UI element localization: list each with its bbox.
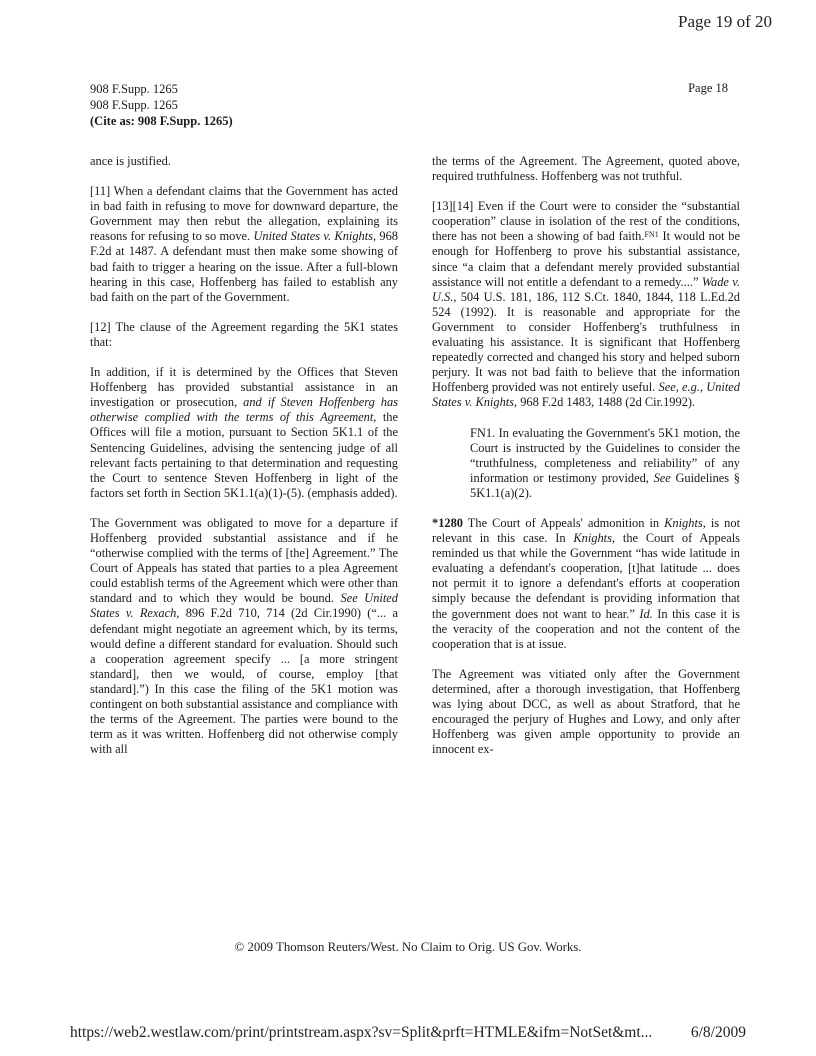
print-page-number: Page 19 of 20 [678, 12, 772, 31]
paragraph: The Government was obligated to move for a departure if Hoffenberg provided substantial assistance and if he “otherwise complied with the terms of [the] Agreement.” The Court of Appeals has stated that parties to a plea Agreement could establish terms of the Agreement which were other than standard and to which they would be bound. See United States v. Rexach, 896 F.2d 710, 714 (2d Cir.1990) (“... a defendant might negotiate an agreement which, by its terms, would define a different standard for evaluation. Should such a cooperation agreement specify ... [a more stringent standard], then we would, of course, employ [that standard].”) In this case the filing of the 5K1 motion was contingent on both substantial assistance and compliance with the terms of the Agreement. The parties were bound to the term as it was written. Hoffenberg did not otherwise comply with all [90, 515, 398, 757]
document-page-number: Page 18 [688, 81, 728, 95]
case-citation: Wade v. U.S., [432, 274, 740, 304]
paragraph: ance is justified. [90, 154, 171, 168]
citation-line: 908 F.Supp. 1265 [90, 82, 178, 96]
paragraph: [13][14] Even if the Court were to consider the “substantial cooperation” clause in isolation of the rest of the conditions, there has not been a showing of bad faith.$^{FN1}$ It would not be enough for Hoffenberg to prove his substantial assistance, since “a claim that a defendant merely provided substantial assistance will not entitle a defendant to a remedy....” Wade v. U.S., 504 U.S. 181, 186, 112 S.Ct. 1840, 1844, 118 L.Ed.2d 524 (1992). It is reasonable and appropriate for the Government to consider Hoffenberg's truthfulness in evaluating his assistance. It is significant that Hoffenberg repeatedly corrected and changed his story and helped suborn perjury. It was not bad faith to believe that the information Hoffenberg provided was not entirely useful. See, e.g., United States v. Knights, 968 F.2d 1483, 1488 (2d Cir.1992). [432, 199, 741, 410]
case-citation: United States v. Knights, [253, 229, 377, 244]
footnote: FN1. In evaluating the Government's 5K1 motion, the Court is instructed by the Guidelines to consider the “truthfulness, completeness and reliability” of any information or testimony provided, See Guidelines § 5K1.1(a)(2). [470, 425, 741, 500]
emphasis: and if Steven Hoffenberg has otherwise complied with the terms of this Agreement, [90, 395, 398, 425]
citation-line: 908 F.Supp. 1265 [90, 98, 178, 112]
case-citation: See, e.g., United States v. Knights, [432, 380, 740, 410]
paragraph: [11] When a defendant claims that the Government has acted in bad faith in refusing to move for downward departure, the Government may then rebut the allegation, explaining its reasons for refusing to so move. United States v. Knights, 968 F.2d at 1487. A defendant must then make some showing of bad faith to trigger a hearing on the issue. After a full-blown hearing in this case, Hoffenberg has failed to establish any bad faith on the part of the Government. [90, 184, 399, 304]
paragraph: The Agreement was vitiated only after the Government determined, after a thorough investigation, that Hoffenberg was lying about DCC, as well as about Stratford, that he encouraged the perjury of Hughes and Lowy, and only after Hoffenberg was given ample opportunity to provide an innocent ex- [432, 666, 740, 757]
case-name: Knights, [573, 531, 616, 546]
copyright-notice: © 2009 Thomson Reuters/West. No Claim to Orig. US Gov. Works. [234, 940, 582, 954]
paragraph: the terms of the Agreement. The Agreement, quoted above, required truthfulness. Hoffenberg was not truthful. [432, 154, 740, 184]
star-page: *1280 [432, 515, 463, 530]
cite-as-line: (Cite as: 908 F.Supp. 1265) [90, 114, 233, 128]
footnote-ref[interactable]: FN1 [644, 230, 659, 240]
paragraph: [12] The clause of the Agreement regarding the 5K1 states that: [90, 319, 398, 349]
case-citation: See United States v. Rexach, [90, 591, 398, 621]
see-signal: See [653, 470, 671, 485]
citation-header [90, 81, 233, 129]
id-citation: Id. [639, 606, 653, 621]
quoted-clause: In addition, if it is determined by the Offices that Steven Hoffenberg has provided substantial assistance in an investigation or prosecution, and if Steven Hoffenberg has otherwise complied with the terms of this Agreement, the Offices will file a motion, pursuant to Section 5K1.1 of the Sentencing Guidelines, advising the sentencing judge of all relevant facts pertaining to that determination and requesting the Court to sentence Steven Hoffenberg in light of the factors set forth in Section 5K1.1(a)(1)-(5). (emphasis added). [90, 365, 398, 500]
left-column [90, 154, 398, 772]
footer-url: https://web2.westlaw.com/print/printstream.aspx?sv=Split&prft=HTMLE&ifm=NotSet&mt... [70, 1024, 653, 1041]
footer-date: 6/8/2009 [690, 1024, 746, 1041]
right-column [432, 154, 740, 772]
paragraph: *1280 The Court of Appeals' admonition in Knights, is not relevant in this case. In Knights, the Court of Appeals reminded us that while the Government “has wide latitude in evaluating a defendant's cooperation, [t]hat latitude ... does not permit it to ignore a defendant's efforts at cooperation simply because the defendant is providing information that the government does not want to hear.” Id. In this case it is the veracity of the cooperation and not the content of the cooperation that is at issue. [432, 515, 741, 651]
case-name: Knights, [664, 515, 706, 530]
